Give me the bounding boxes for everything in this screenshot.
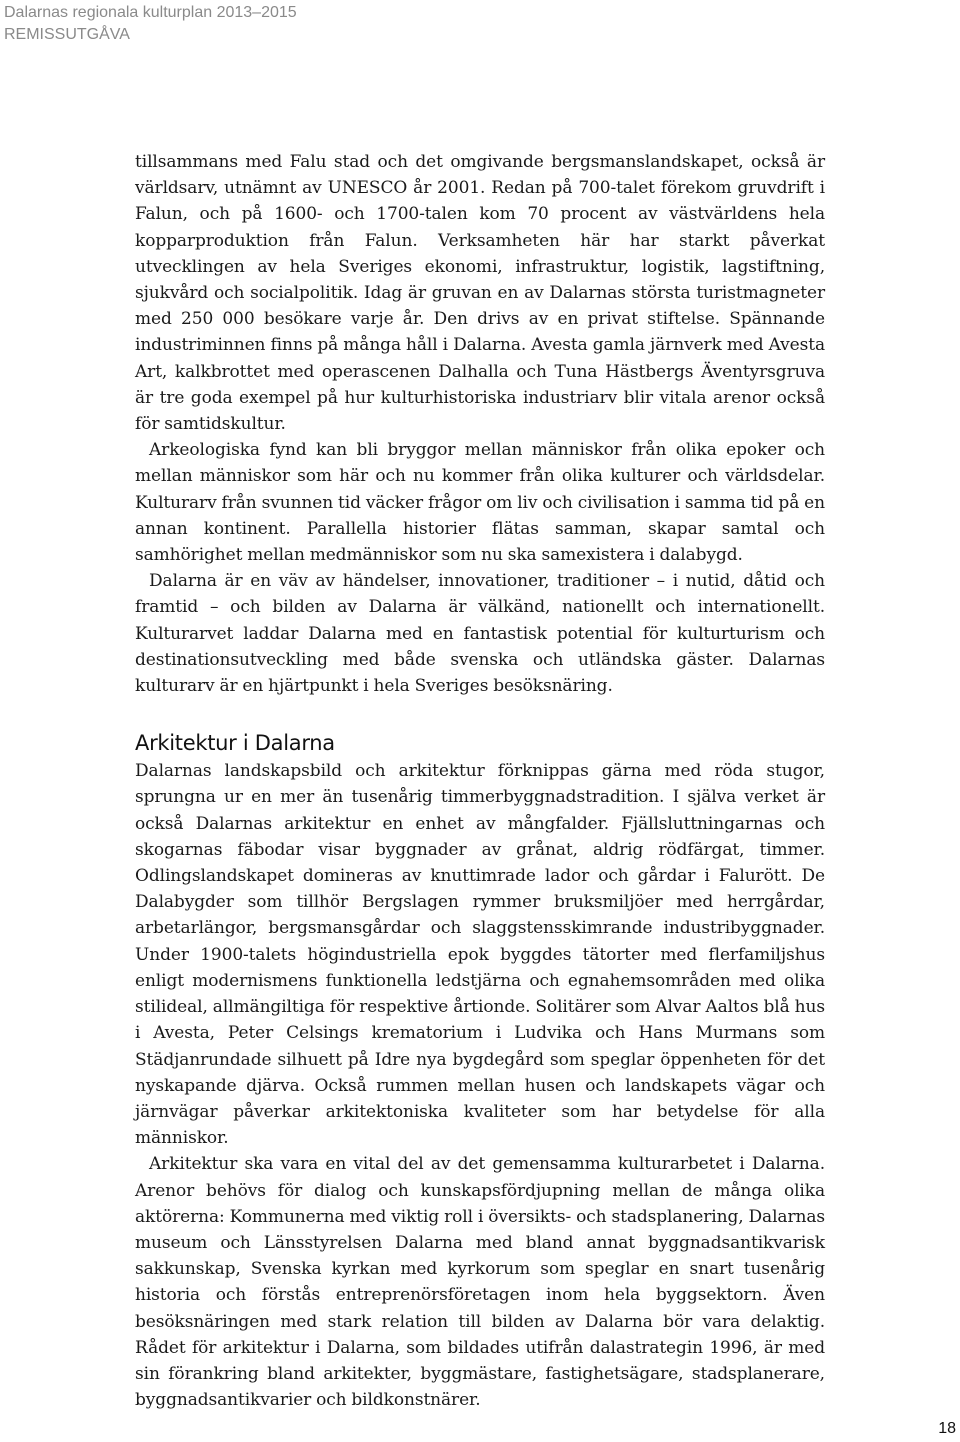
section-paragraph: Dalarnas landskapsbild och arkitektur förknippas gärna med röda stugor, sprungna ur en mer än tusenårig timmerbyggnadstradition. I själva verket är också Dalarnas arkitektur en enhet av mångfalder. Fjällsluttningarnas och skogarnas fäbodar visar byggnader av grånat, aldrig rödfärgat, timmer. Odlingslandskapet domineras av knuttimrade lador och gårdar i Falurött. De Dalabygder som tillhör Bergslagen rymmer bruksmiljöer med herrgårdar, arbetarlängor, bergsmansgårdar och slaggstensskimrande industribyggnader. Under 1900-talets högindustriella epok byggdes tätorter med flerfamiljshus enligt modernismens funktionella ledstjärna och egnahemsområden med olika stilideal, allmängiltiga för respektive årtionde. Solitärer som Alvar Aaltos blå hus i Avesta, Peter Celsings krematorium i Ludvika och Hans Murmans som Städjanrundade silhuett på Idre nya bygdegård som speglar öppenheten för det nyskapande djärva. Också rummen mellan husen och landskapets vägar och järnvägar påverkar arkitektoniska kvaliteter som har betydelse för alla människor. — [135, 761, 825, 1149]
running-header — [4, 2, 297, 46]
body-paragraph: Arkeologiska fynd kan bli bryggor mellan människor från olika epoker och mellan människor som här och nu kommer från olika kulturer och världsdelar. Kulturarv från svunnen tid väcker frågor om liv och civilisation i samma tid på en annan kontinent. Parallella historier flätas samman, skapar samtal och samhörighet mellan medmänniskor som nu ska samexistera i dalabygd. — [135, 440, 825, 566]
page-number: 18 — [938, 1420, 956, 1437]
section-heading: Arkitektur i Dalarna — [135, 731, 335, 756]
body-paragraph: tillsammans med Falu stad och det omgivande bergsmanslandskapet, också är världsarv, utnämnt av UNESCO år 2001. Redan på 700-talet förekom gruvdrift i Falun, och på 1600- och 1700-talen kom 70 procent av västvärldens hela kopparproduktion från Falun. Verksamheten här har starkt påverkat utvecklingen av hela Sveriges ekonomi, infrastruktur, logistik, lagstiftning, sjukvård och socialpolitik. Idag är gruvan en av Dalarnas största turistmagneter med 250 000 besökare varje år. Den drivs av en privat stiftelse. Spännande industriminnen finns på många håll i Dalarna. Avesta gamla järnverk med Avesta Art, kalkbrottet med operascenen Dalhalla och Tuna Hästbergs Äventyrsgruva är tre goda exempel på hur kulturhistoriska industriarv blir vitala arenor också för samtidskultur. — [135, 152, 825, 435]
section-paragraph: Arkitektur ska vara en vital del av det gemensamma kulturarbetet i Dalarna. Arenor behövs för dialog och kunskapsfördjupning mellan de många olika aktörerna: Kommunerna med viktig roll i översikts- och stadsplanering, Dalarnas museum och Länsstyrelsen Dalarna med bland annat byggnadsantikvarisk sakkunskap, Svenska kyrkan med kyrkorum som speglar en snart tusenårig historia och förstås entreprenörsföretagen inom hela byggsektorn. Även besöksnäringen med stark relation till bilden av Dalarna bör vara delaktig. Rådet för arkitektur i Dalarna, som bildades utifrån dalastrategin 1996, är med sin förankring bland arkitekter, byggmästare, fastighetsägare, stadsplanerare, byggnadsantikvarier och bildkonstnärer. — [135, 1154, 825, 1411]
document-title: Dalarnas regionala kulturplan 2013–2015 — [4, 4, 297, 21]
edition-label: REMISSUTGÅVA — [4, 26, 130, 43]
page-body — [135, 149, 825, 1413]
body-paragraph: Dalarna är en väv av händelser, innovationer, traditioner – i nutid, dåtid och framtid – och bilden av Dalarna är välkänd, nationellt och internationellt. Kulturarvet laddar Dalarna med en fantastisk potential för kulturturism och destinationsutveckling med både svenska och utländska gäster. Dalarnas kulturarv är en hjärtpunkt i hela Sveriges besöksnäring. — [135, 571, 825, 697]
